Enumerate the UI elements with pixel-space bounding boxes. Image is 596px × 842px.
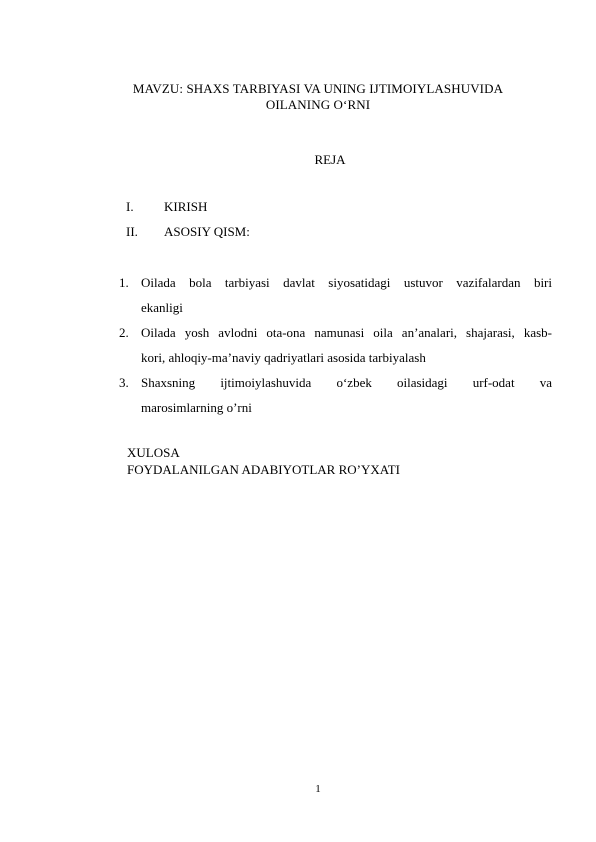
section-label: ASOSIY QISM:: [164, 224, 250, 239]
item-text-line1: Oilada bola tarbiyasi davlat siyosatidagi ustuvor vazifalardan biri: [141, 275, 552, 290]
section-label: KIRISH: [164, 199, 208, 214]
item-text-line1: Shaxsning ijtimoiylashuvida o‘zbek oilasidagi urf-odat va: [141, 375, 552, 390]
item-text-line2: marosimlarning o’rni: [141, 400, 252, 415]
plan-items-list: [119, 270, 552, 420]
title-line-2: OILANING O‘RNI: [265, 97, 371, 112]
item-number: 3.: [119, 375, 129, 390]
item-text-line2: ekanligi: [141, 300, 183, 315]
list-item: [119, 270, 552, 320]
list-item: [119, 320, 552, 370]
item-number: 2.: [119, 325, 129, 340]
section-number: II.: [126, 224, 138, 239]
item-number: 1.: [119, 275, 129, 290]
section-number: I.: [126, 199, 134, 214]
item-text-line2: kori, ahloqiy-ma’naviy qadriyatlari asosida tarbiyalash: [141, 350, 426, 365]
title-line-1: MAVZU: SHAXS TARBIYASI VA UNING IJTIMOIYLASHUVIDA: [132, 81, 504, 96]
references-heading: FOYDALANILGAN ADABIYOTLAR RO’YXATI: [127, 462, 400, 477]
plan-heading: REJA: [314, 152, 346, 167]
page-number: 1: [315, 783, 321, 795]
conclusion-heading: XULOSA: [127, 445, 180, 460]
item-text-line1: Oilada yosh avlodni ota-ona namunasi oila an’analari, shajarasi, kasb-: [141, 325, 552, 340]
list-item: [119, 370, 552, 420]
